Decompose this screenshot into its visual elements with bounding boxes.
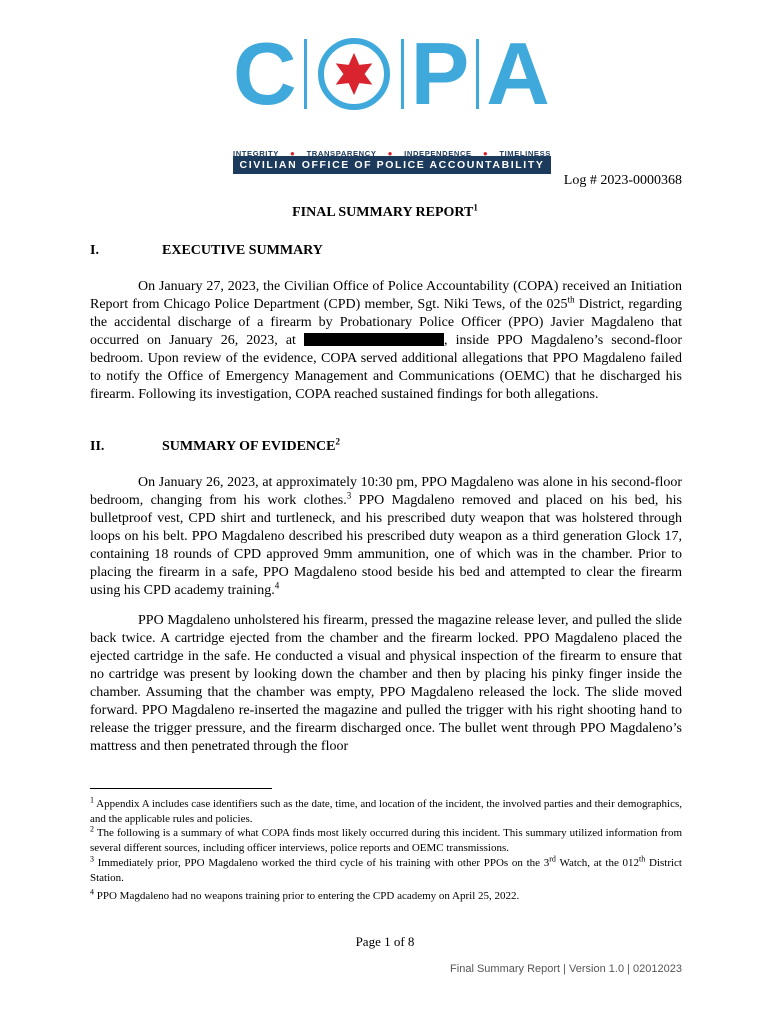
footnote-1 xyxy=(90,797,682,826)
footnote-3 xyxy=(90,856,682,885)
logo-banner: CIVILIAN OFFICE OF POLICE ACCOUNTABILITY xyxy=(233,156,551,174)
footnote-text: PPO Magdaleno had no weapons training prior to entering the CPD academy on April 25, 2022. xyxy=(94,890,520,902)
tagline-dot: ● xyxy=(290,149,296,158)
footnote-text: Immediately prior, PPO Magdaleno worked the third cycle of his training with other PPOs on the 3 xyxy=(94,857,550,869)
logo-star-circle xyxy=(318,38,390,110)
footnote-divider xyxy=(90,788,272,789)
footnote-number: 2 xyxy=(90,824,94,834)
footnote-number: 1 xyxy=(90,795,94,805)
footnote-number: 4 xyxy=(90,887,94,897)
footnote-ref: 2 xyxy=(335,436,340,447)
footnote-text: The following is a summary of what COPA finds most likely occurred during this incident. This summary utilized information from several different sources, including officer interviews, police reports and OEMC transmissions. xyxy=(90,827,682,854)
six-point-star-icon xyxy=(331,51,377,97)
tagline-word: TRANSPARENCY xyxy=(306,149,377,158)
paragraph-evidence-1 xyxy=(90,474,682,600)
ordinal-suffix: rd xyxy=(549,854,556,864)
footnote-text: District Station. xyxy=(90,857,682,884)
section-heading-summary-of-evidence xyxy=(90,436,340,455)
logo-letter-a: A xyxy=(486,24,550,123)
ordinal-suffix: th xyxy=(567,294,575,305)
logo-separator xyxy=(304,39,307,109)
logo-separator xyxy=(401,39,404,109)
section-number: II. xyxy=(90,439,105,454)
logo-tagline xyxy=(233,149,551,158)
footnote-number: 3 xyxy=(90,854,94,864)
text-run: District, regarding the accidental discharge of a firearm by Probationary Police Officer (PPO) Javier Magdaleno that occurred on January 26, 2023, at xyxy=(90,297,682,348)
section-heading-executive-summary xyxy=(90,243,323,259)
logo-letter-p: P xyxy=(410,24,470,123)
report-title xyxy=(0,202,770,221)
log-number: Log # 2023-0000368 xyxy=(563,173,682,188)
footnote-text: Appendix A includes case identifiers such as the date, time, and location of the incident, the involved parties and their demographics, and the applicable rules and policies. xyxy=(90,798,682,825)
section-number: I. xyxy=(90,243,99,258)
footnote-ref: 3 xyxy=(346,490,352,501)
footnote-ref: 4 xyxy=(274,580,280,591)
redaction-box xyxy=(304,333,444,346)
text-run: On January 27, 2023, the Civilian Office of Police Accountability (COPA) received an Initiation Report from Chicago Police Department (CPD) member, Sgt. Niki Tews, of the 025 xyxy=(90,279,682,312)
text-run: PPO Magdaleno removed and placed on his bed, his bulletproof vest, CPD shirt and turtleneck, and his prescribed duty weapon that was holstered through loops on his belt. PPO Magdaleno described his prescribed duty weapon as a third generation Glock 17, containing 18 rounds of CPD approved 9mm ammunition, one of which was in the chamber. Prior to placing the firearm in a safe, PPO Magdaleno stood beside his bed and attempted to clear the firearm using his CPD academy training. xyxy=(90,493,683,598)
report-title-text: FINAL SUMMARY REPORT xyxy=(292,205,474,220)
tagline-dot: ● xyxy=(482,149,489,158)
text-run: , inside PPO Magdaleno’s second-floor bedroom. Upon review of the evidence, COPA served additional allegations that PPO Magdaleno failed to notify the Office of Emergency Management and Communications (OEMC) that he discharged his firearm. Following its investigation, COPA reached sustained findings for both allegations. xyxy=(90,333,682,402)
paragraph-executive-summary xyxy=(90,278,682,404)
section-title: EXECUTIVE SUMMARY xyxy=(162,243,323,258)
copa-logo xyxy=(233,24,551,171)
logo-letter-c: C xyxy=(233,24,297,123)
paragraph-evidence-2: PPO Magdaleno unholstered his firearm, pressed the magazine release lever, and pulled the slide back twice. A cartridge ejected from the chamber and the firearm locked. PPO Magdaleno placed the ejected cartridge in the safe. He conducted a visual and physical inspection of the firearm to ensure that no cartridge was present by looking down the chamber and then by placing his pinky finger inside the chamber. Assuming that the chamber was empty, PPO Magdaleno released the lock. The slide moved forward. PPO Magdaleno re-inserted the magazine and pulled the trigger with his right shooting hand to release the trigger pressure, and the firearm discharged once. The bullet went through PPO Magdaleno’s mattress and then penetrated through the floor xyxy=(90,613,682,754)
footnote-2 xyxy=(90,826,682,855)
section-title: SUMMARY OF EVIDENCE xyxy=(162,439,336,454)
footnote-ref: 1 xyxy=(473,202,478,213)
tagline-word: TIMELINESS xyxy=(499,149,551,158)
text-run: On January 26, 2023, at approximately 10:30 pm, PPO Magdaleno was alone in his second-floor bedroom, changing from his work clothes. xyxy=(90,475,682,508)
tagline-dot: ● xyxy=(387,149,394,158)
ordinal-suffix: th xyxy=(639,854,646,864)
footnote-4 xyxy=(90,889,682,904)
page-footer: Final Summary Report | Version 1.0 | 02012023 xyxy=(450,963,682,975)
tagline-word: INTEGRITY xyxy=(233,149,279,158)
footnote-text: Watch, at the 012 xyxy=(555,857,640,869)
page-number: Page 1 of 8 xyxy=(355,934,415,949)
tagline-word: INDEPENDENCE xyxy=(404,149,472,158)
logo-separator xyxy=(476,39,479,109)
